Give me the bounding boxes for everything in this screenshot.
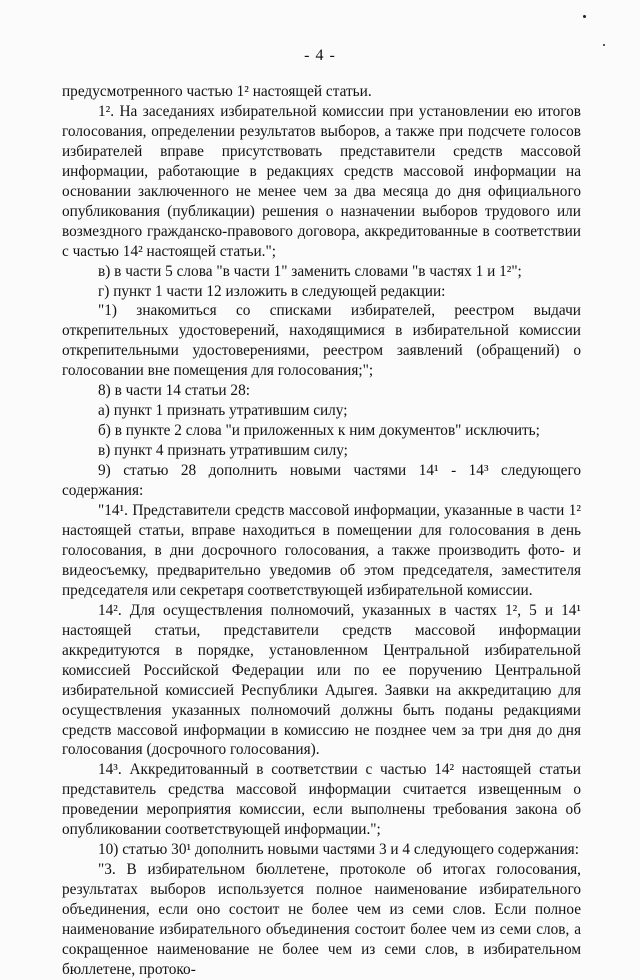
paragraph-part-3: "3. В избирательном бюллетене, протоколе об итогах голосования, результатах выборов используется полное наименование избирательного объединения, если оно состоит не более чем из семи слов. Если полное наименование избирательного объединения состоит более чем из семи слов, а сокращенное наименование не более чем из семи слов, в избирательном бюллетене, протоко-	[62, 861, 581, 978]
scan-speck	[583, 15, 586, 18]
paragraph-item-9: 9) статью 28 дополнить новыми частями 14¹ - 14³ следующего содержания:	[62, 462, 581, 500]
paragraph-item-v-2: в) пункт 4 признать утратившим силу;	[98, 442, 348, 460]
document-body	[62, 82, 581, 980]
paragraph-quoted-item-1: "1) знакомиться со списками избирателей, реестром выдачи открепительных удостоверений, находящимися в избирательной комиссии открепительными удостоверениями, реестром заявлений (обращений) о голосовании вне помещения для голосования;";	[62, 302, 581, 380]
paragraph-part-1-2: 1². На заседаниях избирательной комиссии при установлении ею итогов голосования, определении результатов выборов, а также при подсчете голосов избирателей вправе присутствовать представители средств массовой информации, работающие в редакциях средств массовой информации на основании заключенного не менее чем за два месяца до дня официального опубликования (публикации) решения о назначении выборов трудового или возмездного гражданско-правового договора, аккредитованные в соответствии с частью 14² настоящей статьи.";	[62, 102, 581, 260]
paragraph-part-14-3: 14³. Аккредитованный в соответствии с частью 14² настоящей статьи представитель средства массовой информации считается извещенным о проведении мероприятия комиссии, если выполнены требования закона об опубликовании соответствующей информации.";	[62, 761, 581, 839]
paragraph-part-14-1: "14¹. Представители средств массовой информации, указанные в части 1² настоящей статьи, вправе находиться в помещении для голосования в день голосования, в дни досрочного голосования, а также производить фото- и видеосъемку, предварительно уведомив об этом председателя, заместителя председателя или секретаря соответствующей избирательной комиссии.	[62, 502, 581, 599]
paragraph-item-b: б) в пункте 2 слова "и приложенных к ним документов" исключить;	[98, 422, 540, 440]
paragraph-item-10: 10) статью 30¹ дополнить новыми частями 3 и 4 следующего содержания:	[98, 841, 579, 859]
scan-speck	[603, 44, 605, 46]
paragraph-item-v: в) в части 5 слова "в части 1" заменить словами "в частях 1 и 1²";	[98, 262, 522, 280]
paragraph-continuation: предусмотренного частью 1² настоящей статьи.	[62, 83, 372, 100]
page-number: - 4 -	[304, 47, 336, 64]
paragraph-part-14-2: 14². Для осуществления полномочий, указанных в частях 1², 5 и 14¹ настоящей статьи, представители средств массовой информации аккредитуются в порядке, установленном Центральной избирательной комиссией Российской Федерации или по ее поручению Центральной избирательной комиссией Республики Адыгея. Заявки на аккредитацию для осуществления указанных полномочий должны быть поданы редакциями средств массовой информации в комиссию не позднее чем за три дня до дня голосования (досрочного голосования).	[62, 601, 581, 759]
paragraph-item-a: а) пункт 1 признать утратившим силу;	[98, 402, 348, 420]
paragraph-item-8: 8) в части 14 статьи 28:	[98, 382, 250, 400]
paragraph-item-g: г) пункт 1 части 12 изложить в следующей редакции:	[98, 282, 446, 300]
